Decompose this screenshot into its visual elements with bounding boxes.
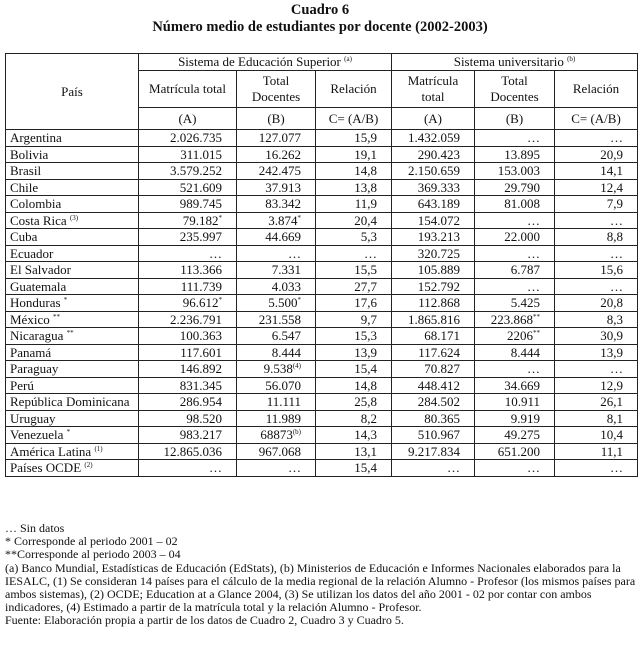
country-cell: Bolivia: [6, 146, 139, 163]
table-row: [6, 361, 638, 378]
value-cell: 153.003: [475, 163, 555, 180]
footnote: Fuente: Elaboración propia a partir de los datos de Cuadro 2, Cuadro 3 y Cuadro 5.: [5, 613, 404, 628]
table-row: [6, 410, 638, 427]
value-cell: …: [475, 278, 555, 295]
value-cell: 117.601: [139, 344, 237, 361]
value-cell: 105.889: [392, 262, 475, 279]
value-cell: …: [316, 245, 392, 262]
value-cell: 20,8: [555, 295, 638, 312]
value-cell: 22.000: [475, 229, 555, 246]
table-title: Cuadro 6: [290, 2, 350, 18]
value-cell: 235.997: [139, 229, 237, 246]
value-cell: …: [555, 460, 638, 477]
value-cell: 25,8: [316, 394, 392, 411]
table-row: [6, 295, 638, 312]
value-cell: 13,8: [316, 179, 392, 196]
value-cell: 111.739: [139, 278, 237, 295]
value-cell: 9.217.834: [392, 443, 475, 460]
value-cell: 1.865.816: [392, 311, 475, 328]
value-cell: 154.072: [392, 212, 475, 229]
value-cell: 7.331: [237, 262, 316, 279]
value-cell: 68.171: [392, 328, 475, 345]
header-country: País: [6, 54, 139, 130]
table-row: [6, 163, 638, 180]
value-cell: …: [475, 460, 555, 477]
country-cell: Chile: [6, 179, 139, 196]
value-cell: 311.015: [139, 146, 237, 163]
value-cell: 30,9: [555, 328, 638, 345]
value-cell: 81.008: [475, 196, 555, 213]
table-row: [6, 130, 638, 147]
value-cell: 15,9: [316, 130, 392, 147]
table-row: [6, 245, 638, 262]
value-cell: …: [139, 460, 237, 477]
value-cell: 11,9: [316, 196, 392, 213]
value-cell: …: [392, 460, 475, 477]
country-cell: República Dominicana: [6, 394, 139, 411]
value-cell: 643.189: [392, 196, 475, 213]
value-cell: 20,9: [555, 146, 638, 163]
footnote: … Sin datos: [5, 521, 65, 535]
value-cell: 223.868**: [475, 311, 555, 328]
value-cell: 68873$^{(b)}$: [237, 427, 316, 444]
value-cell: …: [475, 245, 555, 262]
value-cell: 8.444: [475, 344, 555, 361]
value-cell: 1.432.059: [392, 130, 475, 147]
value-cell: 320.725: [392, 245, 475, 262]
footnote: (a) Banco Mundial, Estadísticas de Educación (EdStats), (b) Ministerios de Educación e Informes Nacionales elaborados para la IESALC, (1) Se consideran 14 países para el cálculo de la media regional de la relación Alumno - Profesor (los mismos países para ambos sistemas), (2) OCDE; Education at a Glance 2004, (3) Se utilizan los datos del año 2001 - 02 por contar con ambos indicadores, (4) Estimado a partir de la matrícula total y la relación Alumno - Profesor.: [5, 560, 636, 615]
value-cell: 11,1: [555, 443, 638, 460]
value-cell: 9.919: [475, 410, 555, 427]
value-cell: 70.827: [392, 361, 475, 378]
country-cell: Costa Rica $^{(3)}$: [6, 212, 139, 229]
value-cell: …: [237, 245, 316, 262]
footnotes: [5, 522, 637, 628]
value-cell: 651.200: [475, 443, 555, 460]
value-cell: 13,9: [555, 344, 638, 361]
value-cell: 113.366: [139, 262, 237, 279]
header-a: (A): [139, 108, 237, 130]
value-cell: 12,9: [555, 377, 638, 394]
value-cell: 3.874*: [237, 212, 316, 229]
value-cell: 14,3: [316, 427, 392, 444]
table-row: [6, 179, 638, 196]
country-cell: Ecuador: [6, 245, 139, 262]
value-cell: 831.345: [139, 377, 237, 394]
value-cell: 15,4: [316, 361, 392, 378]
value-cell: 286.954: [139, 394, 237, 411]
country-cell: Panamá: [6, 344, 139, 361]
value-cell: 44.669: [237, 229, 316, 246]
table-row: [6, 311, 638, 328]
value-cell: 989.745: [139, 196, 237, 213]
header-university-system: Sistema universitario $^{(b)}$: [392, 54, 638, 71]
value-cell: 231.558: [237, 311, 316, 328]
country-cell: Paraguay: [6, 361, 139, 378]
value-cell: 193.213: [392, 229, 475, 246]
value-cell: …: [555, 245, 638, 262]
table-row: [6, 427, 638, 444]
value-cell: 17,6: [316, 295, 392, 312]
value-cell: 11.111: [237, 394, 316, 411]
table-row: [6, 377, 638, 394]
value-cell: 11.989: [237, 410, 316, 427]
value-cell: 284.502: [392, 394, 475, 411]
value-cell: …: [555, 278, 638, 295]
value-cell: 8.444: [237, 344, 316, 361]
value-cell: 8,2: [316, 410, 392, 427]
value-cell: 49.275: [475, 427, 555, 444]
value-cell: 27,7: [316, 278, 392, 295]
value-cell: 80.365: [392, 410, 475, 427]
value-cell: 16.262: [237, 146, 316, 163]
value-cell: 6.547: [237, 328, 316, 345]
value-cell: 117.624: [392, 344, 475, 361]
table-row: [6, 328, 638, 345]
footnote: **Corresponde al periodo 2003 – 04: [5, 547, 181, 562]
value-cell: 83.342: [237, 196, 316, 213]
value-cell: 9,7: [316, 311, 392, 328]
table-row: [6, 212, 638, 229]
value-cell: 8,1: [555, 410, 638, 427]
value-cell: …: [475, 130, 555, 147]
value-cell: …: [475, 212, 555, 229]
country-cell: Argentina: [6, 130, 139, 147]
value-cell: 369.333: [392, 179, 475, 196]
value-cell: …: [555, 212, 638, 229]
value-cell: 521.609: [139, 179, 237, 196]
value-cell: …: [237, 460, 316, 477]
table-row: [6, 146, 638, 163]
table-row: [6, 344, 638, 361]
table-row: [6, 262, 638, 279]
country-cell: Venezuela *: [6, 427, 139, 444]
value-cell: 5.500*: [237, 295, 316, 312]
country-cell: Honduras *: [6, 295, 139, 312]
country-cell: Nicaragua **: [6, 328, 139, 345]
table-row: [6, 229, 638, 246]
value-cell: 983.217: [139, 427, 237, 444]
value-cell: …: [555, 130, 638, 147]
header-enrollment: Matrícula total: [139, 71, 237, 108]
value-cell: 34.669: [475, 377, 555, 394]
table-row: [6, 278, 638, 295]
value-cell: 2.150.659: [392, 163, 475, 180]
header-b: (B): [237, 108, 316, 130]
country-cell: Perú: [6, 377, 139, 394]
value-cell: …: [555, 361, 638, 378]
value-cell: …: [139, 245, 237, 262]
value-cell: 146.892: [139, 361, 237, 378]
value-cell: 29.790: [475, 179, 555, 196]
value-cell: 79.182*: [139, 212, 237, 229]
header-teachers: Total Docentes: [237, 71, 316, 108]
header-a: (A): [392, 108, 475, 130]
value-cell: 8,8: [555, 229, 638, 246]
value-cell: 242.475: [237, 163, 316, 180]
value-cell: 15,4: [316, 460, 392, 477]
header-ratio: Relación: [316, 71, 392, 108]
value-cell: 2206**: [475, 328, 555, 345]
header-ratio: Relación: [555, 71, 638, 108]
value-cell: 112.868: [392, 295, 475, 312]
value-cell: 7,9: [555, 196, 638, 213]
value-cell: 12,4: [555, 179, 638, 196]
students-per-teacher-table: [5, 53, 638, 477]
value-cell: 152.792: [392, 278, 475, 295]
header-c: C= (A/B): [555, 108, 638, 130]
table-subtitle: Número medio de estudiantes por docente (2002-2003): [152, 19, 488, 35]
value-cell: 10.911: [475, 394, 555, 411]
country-cell: Uruguay: [6, 410, 139, 427]
table-row: [6, 460, 638, 477]
value-cell: 448.412: [392, 377, 475, 394]
value-cell: 14,1: [555, 163, 638, 180]
value-cell: 12.865.036: [139, 443, 237, 460]
country-cell: América Latina $^{(1)}$: [6, 443, 139, 460]
value-cell: 19,1: [316, 146, 392, 163]
value-cell: 2.236.791: [139, 311, 237, 328]
value-cell: 3.579.252: [139, 163, 237, 180]
country-cell: Países OCDE $^{(2)}$: [6, 460, 139, 477]
country-cell: Guatemala: [6, 278, 139, 295]
value-cell: 56.070: [237, 377, 316, 394]
value-cell: 15,6: [555, 262, 638, 279]
value-cell: 14,8: [316, 377, 392, 394]
value-cell: 14,8: [316, 163, 392, 180]
value-cell: 2.026.735: [139, 130, 237, 147]
header-enrollment: Matrícula total: [392, 71, 475, 108]
value-cell: 20,4: [316, 212, 392, 229]
value-cell: 13.895: [475, 146, 555, 163]
value-cell: 10,4: [555, 427, 638, 444]
value-cell: 100.363: [139, 328, 237, 345]
value-cell: 4.033: [237, 278, 316, 295]
table-row: [6, 394, 638, 411]
header-higher-ed-system: Sistema de Educación Superior $^{(a)}$: [139, 54, 392, 71]
table-row: [6, 196, 638, 213]
country-cell: Cuba: [6, 229, 139, 246]
value-cell: 96.612*: [139, 295, 237, 312]
value-cell: 15,5: [316, 262, 392, 279]
value-cell: 37.913: [237, 179, 316, 196]
header-teachers: Total Docentes: [475, 71, 555, 108]
country-cell: Brasil: [6, 163, 139, 180]
country-cell: Colombia: [6, 196, 139, 213]
header-b: (B): [475, 108, 555, 130]
value-cell: 6.787: [475, 262, 555, 279]
header-c: C= (A/B): [316, 108, 392, 130]
value-cell: 9.538$^{(4)}$: [237, 361, 316, 378]
country-cell: El Salvador: [6, 262, 139, 279]
value-cell: 26,1: [555, 394, 638, 411]
footnote: * Corresponde al periodo 2001 – 02: [5, 534, 178, 549]
value-cell: 510.967: [392, 427, 475, 444]
value-cell: 13,1: [316, 443, 392, 460]
value-cell: 15,3: [316, 328, 392, 345]
value-cell: 967.068: [237, 443, 316, 460]
value-cell: 5.425: [475, 295, 555, 312]
value-cell: 290.423: [392, 146, 475, 163]
value-cell: …: [475, 361, 555, 378]
value-cell: 13,9: [316, 344, 392, 361]
value-cell: 5,3: [316, 229, 392, 246]
value-cell: 127.077: [237, 130, 316, 147]
value-cell: 8,3: [555, 311, 638, 328]
country-cell: México **: [6, 311, 139, 328]
value-cell: 98.520: [139, 410, 237, 427]
table-row: [6, 443, 638, 460]
